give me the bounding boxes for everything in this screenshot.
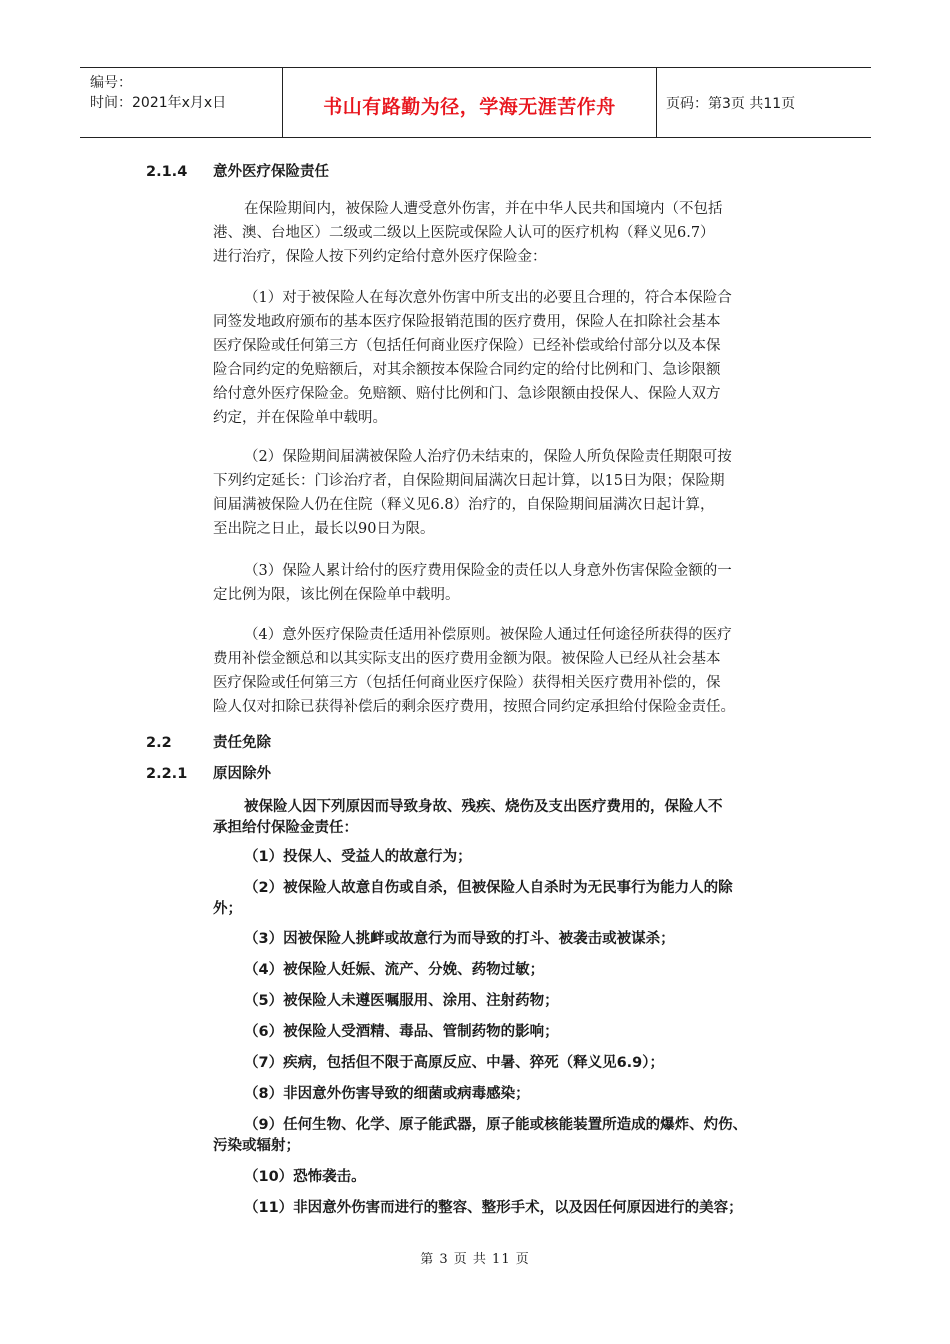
paragraph-line: 港、澳、台地区）二级或二级以上医院或保险人认可的医疗机构（释义见6.7） [213, 225, 715, 241]
section-number: 2.1.4 [146, 164, 188, 180]
page-label: 页码：第3页 共11页 [666, 95, 796, 112]
paragraph-line: 医疗保险或任何第三方（包括任何商业医疗保险）已经补偿或给付部分以及本保 [213, 338, 721, 354]
paragraph-line: （1）对于被保险人在每次意外伤害中所支出的必要且合理的，符合本保险合 [244, 290, 732, 306]
paragraph-line: （4）意外医疗保险责任适用补偿原则。被保险人通过任何途径所获得的医疗 [244, 627, 732, 643]
header-meta [80, 68, 283, 137]
section-title: 责任免除 [213, 735, 271, 751]
header-motto-cell [283, 68, 657, 137]
header-page-cell [666, 68, 795, 137]
page-header [80, 67, 871, 138]
section-number: 2.2.1 [146, 766, 188, 782]
date-label: 时间：2021年x月x日 [90, 95, 227, 111]
paragraph-line: 间届满被保险人仍在住院（释义见6.8）治疗的，自保险期间届满次日起计算， [213, 497, 715, 513]
paragraph-line: 给付意外医疗保险金。免赔额、赔付比例和门、急诊限额由投保人、保险人双方 [213, 386, 721, 402]
list-item: （3）因被保险人挑衅或故意行为而导致的打斗、被袭击或被谋杀； [244, 931, 675, 947]
paragraph-line: 费用补偿金额总和以其实际支出的医疗费用金额为限。被保险人已经从社会基本 [213, 651, 721, 667]
motto: 书山有路勤为径，学海无涯苦作舟 [323, 96, 616, 118]
paragraph-line: 承担给付保险金责任： [213, 820, 358, 836]
paragraph-line: 进行治疗，保险人按下列约定给付意外医疗保险金： [213, 249, 547, 265]
section-title: 意外医疗保险责任 [213, 164, 329, 180]
section-number: 2.2 [146, 735, 172, 751]
list-item: （9）任何生物、化学、原子能武器，原子能或核能装置所造成的爆炸、灼伤、 [244, 1117, 748, 1133]
paragraph-line: 险合同约定的免赔额后，对其余额按本保险合同约定的给付比例和门、急诊限额 [213, 362, 721, 378]
paragraph-line: （3）保险人累计给付的医疗费用保险金的责任以人身意外伤害保险金额的一 [244, 563, 732, 579]
paragraph-line: 险人仅对扣除已获得补偿后的剩余医疗费用，按照合同约定承担给付保险金责任。 [213, 699, 735, 715]
paragraph-line: 被保险人因下列原因而导致身故、残疾、烧伤及支出医疗费用的，保险人不 [244, 799, 723, 815]
list-item: 污染或辐射； [213, 1138, 300, 1154]
page-footer: 第 3 页 共 11 页 [420, 1252, 530, 1267]
list-item: （7）疾病，包括但不限于高原反应、中暑、猝死（释义见6.9）； [244, 1055, 665, 1071]
paragraph-line: 定比例为限，该比例在保险单中载明。 [213, 587, 460, 603]
list-item: （4）被保险人妊娠、流产、分娩、药物过敏； [244, 962, 545, 978]
list-item: （10）恐怖袭击。 [244, 1169, 366, 1185]
list-item: （2）被保险人故意自伤或自杀，但被保险人自杀时为无民事行为能力人的除 [244, 880, 733, 896]
paragraph-line: 在保险期间内，被保险人遭受意外伤害，并在中华人民共和国境内（不包括 [244, 201, 723, 217]
list-item: 外； [213, 901, 242, 917]
list-item: （8）非因意外伤害导致的细菌或病毒感染； [244, 1086, 530, 1102]
paragraph-line: （2）保险期间届满被保险人治疗仍未结束的，保险人所负保险责任期限可按 [244, 449, 732, 465]
list-item: （6）被保险人受酒精、毒品、管制药物的影响； [244, 1024, 559, 1040]
paragraph-line: 医疗保险或任何第三方（包括任何商业医疗保险）获得相关医疗费用补偿的，保 [213, 675, 721, 691]
paragraph-line: 约定，并在保险单中载明。 [213, 410, 387, 426]
list-item: （5）被保险人未遵医嘱服用、涂用、注射药物； [244, 993, 559, 1009]
section-title: 原因除外 [213, 766, 271, 782]
list-item: （11）非因意外伤害而进行的整容、整形手术，以及因任何原因进行的美容； [244, 1200, 743, 1216]
list-item: （1）投保人、受益人的故意行为； [244, 849, 472, 865]
paragraph-line: 下列约定延长：门诊治疗者，自保险期间届满次日起计算，以15日为限；保险期 [213, 473, 725, 489]
paragraph-line: 至出院之日止，最长以90日为限。 [213, 521, 435, 537]
serial-label: 编号： [90, 75, 132, 91]
paragraph-line: 同签发地政府颁布的基本医疗保险报销范围的医疗费用，保险人在扣除社会基本 [213, 314, 721, 330]
